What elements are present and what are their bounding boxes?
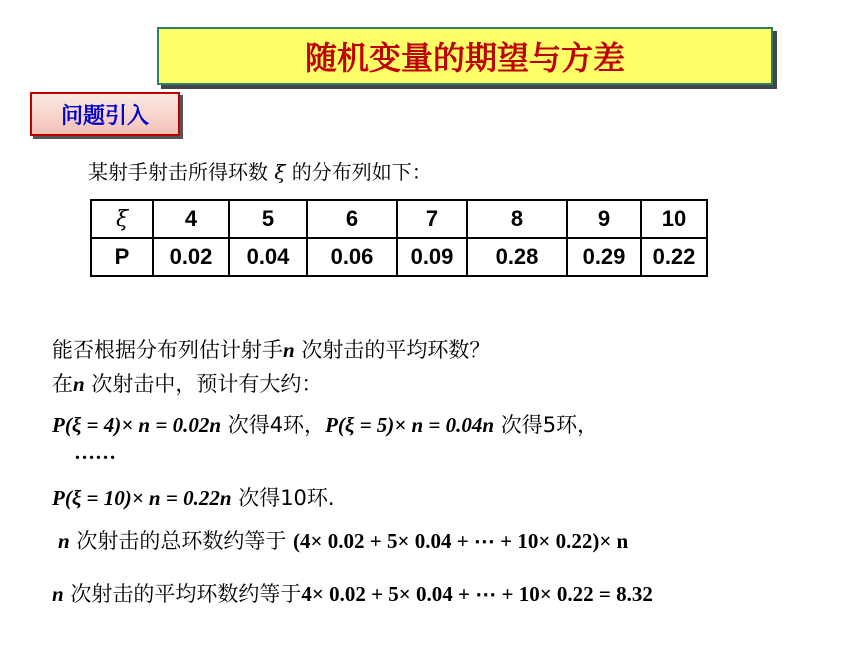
- equation-line-2: [52, 482, 335, 512]
- table-cell: 5: [229, 200, 307, 238]
- table-cell: 4: [153, 200, 229, 238]
- table-cell: 0.06: [307, 238, 397, 276]
- page-title: 随机变量的期望与方差: [157, 27, 773, 85]
- ellipsis: ……: [74, 440, 116, 464]
- distribution-table: [90, 199, 708, 277]
- table-cell: 10: [641, 200, 707, 238]
- equation-10-text: 次得10环.: [231, 486, 335, 510]
- estimate-line: [52, 368, 322, 398]
- table-cell: 7: [397, 200, 467, 238]
- table-cell: 0.09: [397, 238, 467, 276]
- xi-symbol: ξ: [274, 160, 286, 184]
- table-cell: 0.29: [567, 238, 641, 276]
- intro-text: [88, 156, 432, 185]
- average-text: 次射击的平均环数约等于: [63, 582, 302, 606]
- equation-4: P(ξ = 4)× n = 0.02n: [52, 413, 222, 437]
- table-cell: 0.22: [641, 238, 707, 276]
- intro-suffix: 的分布列如下：: [291, 160, 432, 184]
- equation-line-1: [52, 409, 598, 439]
- intro-label: 某射手射击所得环数: [88, 160, 268, 184]
- var-n: n: [283, 338, 295, 362]
- total-line: [58, 525, 628, 555]
- section-tag: 问题引入: [30, 92, 180, 136]
- equation-5-text: 次得5环，: [494, 413, 599, 437]
- table-cell: 0.02: [153, 238, 229, 276]
- estimate-text-end: 次射击中，预计有大约：: [84, 372, 323, 396]
- average-line: [52, 578, 653, 608]
- var-n: n: [52, 582, 64, 606]
- total-expression: (4× 0.02 + 5× 0.04 + ⋯ + 10× 0.22)× n: [293, 529, 629, 553]
- table-cell: 0.28: [467, 238, 567, 276]
- question-line: [52, 334, 490, 364]
- table-cell: 0.04: [229, 238, 307, 276]
- equation-4-text: 次得4环，: [221, 413, 326, 437]
- row-label-p: P: [91, 238, 153, 276]
- var-n: n: [73, 372, 85, 396]
- equation-5: P(ξ = 5)× n = 0.04n: [325, 413, 495, 437]
- question-text: 能否根据分布列估计射手: [52, 338, 283, 362]
- var-n: n: [58, 529, 70, 553]
- estimate-text: 在: [52, 372, 73, 396]
- row-label-xi: ξ: [91, 200, 153, 238]
- average-expression: 4× 0.02 + 5× 0.04 + ⋯ + 10× 0.22 = 8.32: [301, 582, 653, 606]
- table-row: [91, 200, 707, 238]
- table-cell: 8: [467, 200, 567, 238]
- table-row: [91, 238, 707, 276]
- table-cell: 6: [307, 200, 397, 238]
- equation-10: P(ξ = 10)× n = 0.22n: [52, 486, 232, 510]
- total-text: 次射击的总环数约等于: [69, 529, 294, 553]
- table-cell: 9: [567, 200, 641, 238]
- question-text-end: 次射击的平均环数？: [294, 338, 491, 362]
